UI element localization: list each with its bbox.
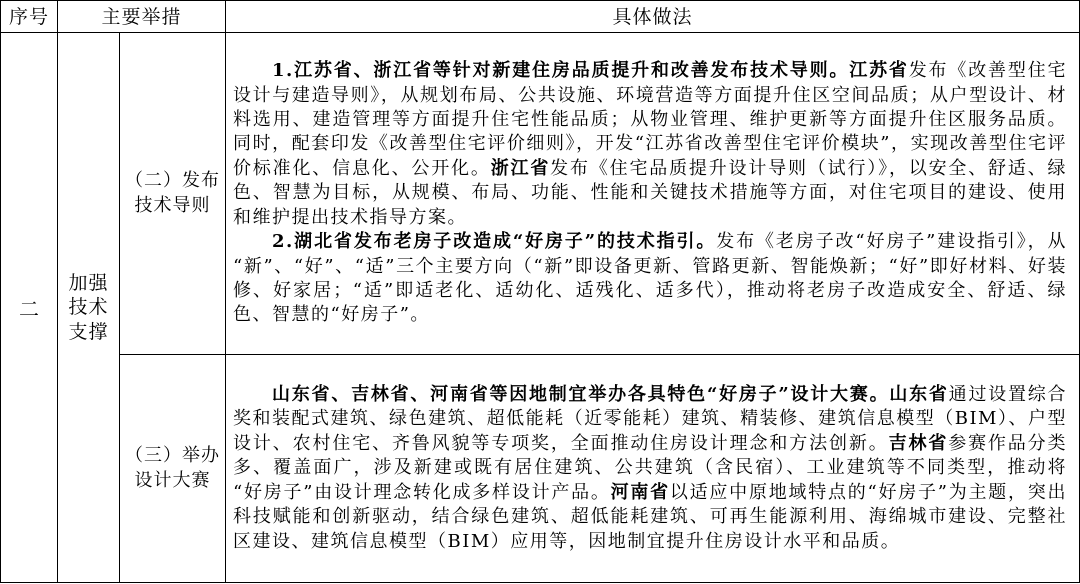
emphasis-text: 江苏省 [849,60,909,82]
practice-paragraph [233,59,1067,230]
header-specific-practices: 具体做法 [226,1,1080,33]
sub-measure-cell [120,355,226,583]
body-text: 发布《改善型住宅设计与建造导则》，从规划布局、公共设施、环境营造等方面提升住区空间品质；从户型设计、材料选用、建造管理等方面提升住宅性能品质；从物业管理、维护更新等方面提升住区服务品质。同时，配套印发《改善型住宅评价细则》，开发“江苏省改善型住宅评价模块”，实现改善型住宅评价标准化、信息化、公开化。 [233,60,1068,179]
practice-cell [226,355,1080,583]
emphasis-text: 河南省 [610,481,670,503]
header-serial-number: 序号 [1,1,58,33]
emphasis-text: 1.江苏省、浙江省等针对新建住房品质提升和改善发布技术导则。 [272,60,850,82]
table-row [1,33,1080,355]
table-row [1,355,1080,583]
practice-cell [226,33,1080,355]
sub-measure-cell [120,33,226,355]
practice-paragraph [233,230,1067,328]
body-text: 参赛作品分类多、覆盖面广，涉及新建或既有居住建筑、公共建筑（含民宿）、工业建筑等不同类型，推动将“好房子”由设计理念转化成多样设计产品。 [233,432,1068,503]
emphasis-text: 山东省 [889,384,949,406]
practice-paragraph [233,383,1067,554]
practice-text [226,55,1079,331]
body-text: 以适应中原地域特点的“好房子”为主题，突出科技赋能和创新驱动，结合绿色建筑、超低能耗建筑、可再生能源利用、海绵城市建设、完整社区建设、建筑信息模型（BIM）应用等，因地制宜提升住房设计水平和品质。 [233,481,1068,552]
sub-measure-label: （三）举办设计大赛 [125,445,220,491]
emphasis-text: 2.湖北省发布老房子改造成“好房子”的技术指引。 [272,231,717,253]
serial-number-cell [1,33,58,583]
emphasis-text: 吉林省 [888,432,949,454]
sub-measure-label: （二）发布技术导则 [125,170,220,216]
emphasis-text: 浙江省 [490,157,551,179]
body-text: 通过设置综合奖和装配式建筑、绿色建筑、超低能耗（近零能耗）建筑、精装修、建筑信息模型（BIM）、户型设计、农村住宅、齐鲁风貌等专项奖，全面推动住房设计理念和方法创新。 [233,384,1068,454]
emphasis-text: 山东省、吉林省、河南省等因地制宜举办各具特色“好房子”设计大赛。 [272,384,890,406]
body-text: 发布《住宅品质提升设计导则（试行）》，以安全、舒适、绿色、智慧为目标，从规模、布局、功能、性能和关键技术措施等方面，对住宅项目的建设、使用和维护提出技术指导方案。 [233,157,1068,228]
body-text: 发布《老房子改“好房子”建设指引》，从“新”、“好”、“适”三个主要方向（“新”即设备更新、管路更新、智能焕新；“好”即好材料、好装修、好家居；“适”即适老化、适幼化、适残化、适多代），推动将老房子改造成安全、舒适、绿色、智慧的“好房子”。 [233,231,1068,326]
measure-category-label: 加强技术支撑 [68,271,109,343]
header-main-measures: 主要举措 [58,1,226,33]
serial-number: 二 [19,297,39,321]
measure-category-cell [58,33,120,583]
practice-text [226,379,1079,558]
header-row [1,1,1080,33]
